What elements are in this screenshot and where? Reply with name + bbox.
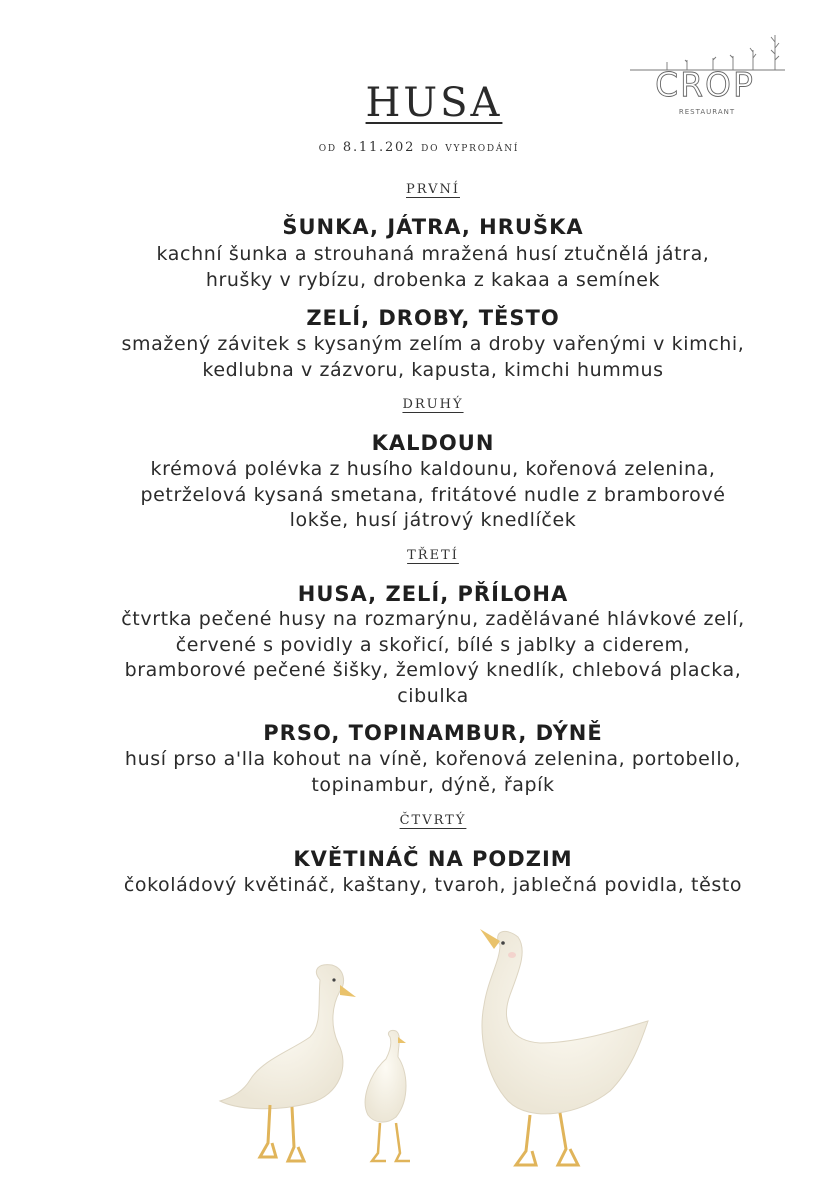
dish-name: PRSO, TOPINAMBUR, DÝNĚ <box>263 721 603 745</box>
dish-description: smažený závitek s kysaným zelím a droby vařenými v kimchi, kedlubna v zázvoru, kapusta, kimchi hummus <box>121 333 745 381</box>
menu-title: HUSA <box>365 80 503 126</box>
dish-description: kachní šunka a strouhaná mražená husí ztučnělá játra, hrušky v rybízu, drobenka z kakaa a semínek <box>156 243 710 291</box>
logo-wordmark: CROP <box>655 65 755 104</box>
logo-tagline: RESTAURANT <box>678 108 736 116</box>
course-heading-ctvrty: čtvrtý <box>399 808 467 829</box>
dish-name: KVĚTINÁČ NA PODZIM <box>293 847 573 871</box>
course-heading-treti: třetí <box>407 543 459 564</box>
dish-name: KALDOUN <box>371 431 495 455</box>
dish-description: čokoládový květináč, kaštany, tvaroh, jablečná povidla, těsto <box>123 874 743 896</box>
course-heading-druhy: druhý <box>402 392 464 413</box>
goose-right-icon <box>480 929 648 1165</box>
geese-illustration <box>200 925 660 1175</box>
gosling-icon <box>365 1030 410 1161</box>
dish-name: ZELÍ, DROBY, TĚSTO <box>306 306 560 330</box>
menu-subtitle: od 8.11.202 do vyprodání <box>318 140 520 155</box>
dish-description: husí prso a'lla kohout na víně, kořenová zelenina, portobello, topinambur, dýně, řapík <box>124 748 742 796</box>
dish-description: krémová polévka z husího kaldounu, kořenová zelenina, petrželová kysaná smetana, fritátové nudle z bramborové lokše, husí játrový knedlíček <box>140 458 726 531</box>
dish-name: ŠUNKA, JÁTRA, HRUŠKA <box>282 215 584 239</box>
course-heading-prvni: první <box>406 177 460 198</box>
dish-description: čtvrtka pečené husy na rozmarýnu, zadělávané hlávkové zelí, červené s povidly a skořicí, bílé s jablky a ciderem, bramborové pečené šišky, žemlový knedlík, chlebová placka, cibulka <box>121 608 745 707</box>
dish-name: HUSA, ZELÍ, PŘÍLOHA <box>297 582 569 606</box>
goose-left-icon <box>220 965 356 1161</box>
